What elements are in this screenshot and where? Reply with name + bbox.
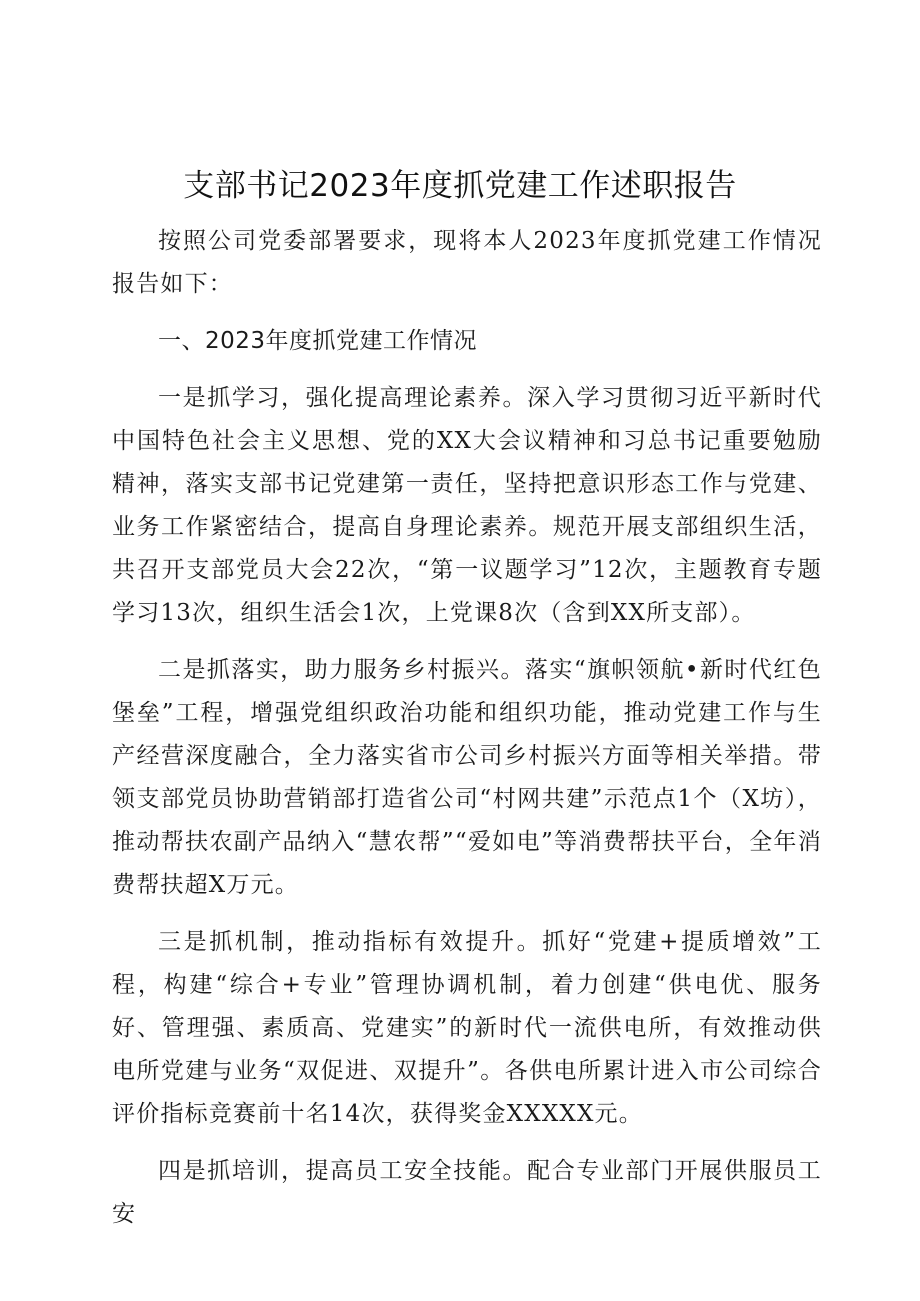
paragraph-study: 一是抓学习，强化提高理论素养。深入学习贯彻习近平新时代中国特色社会主义思想、党的XX大会议精神和习总书记重要勉励精神，落实支部书记党建第一责任，坚持把意识形态工作与党建、业务工作紧密结合，提高自身理论素养。规范开展支部组织生活，共召开支部党员大会22次，“第一议题学习”12次，主题教育专题学习13次，组织生活会1次，上党课8次（含到XX所支部）。 [112, 385, 822, 626]
section-heading: 一、2023年度抓党建工作情况 [158, 328, 478, 354]
paragraph-training: 四是抓培训，提高员工安全技能。配合专业部门开展供服员工安 [112, 1158, 822, 1227]
paragraph-mechanism: 三是抓机制，推动指标有效提升。抓好“党建+提质增效”工程，构建“综合+专业”管理协调机制，着力创建“供电优、服务好、管理强、素质高、党建实”的新时代一流供电所，有效推动供电所党建与业务“双促进、双提升”。各供电所累计进入市公司综合评价指标竞赛前十名14次，获得奖金XXXXX元。 [112, 929, 822, 1127]
paragraph-implementation: 二是抓落实，助力服务乡村振兴。落实“旗帜领航•新时代红色堡垒”工程，增强党组织政治功能和组织功能，推动党建工作与生产经营深度融合，全力落实省市公司乡村振兴方面等相关举措。带领支部党员协助营销部打造省公司“村网共建”示范点1个（X坊），推动帮扶农副产品纳入“慧农帮”“爱如电”等消费帮扶平台，全年消费帮扶超X万元。 [112, 657, 822, 898]
document-body [112, 220, 822, 1236]
document-title: 支部书记2023年度抓党建工作述职报告 [183, 168, 737, 204]
intro-paragraph: 按照公司党委部署要求，现将本人2023年度抓党建工作情况报告如下： [112, 228, 822, 297]
